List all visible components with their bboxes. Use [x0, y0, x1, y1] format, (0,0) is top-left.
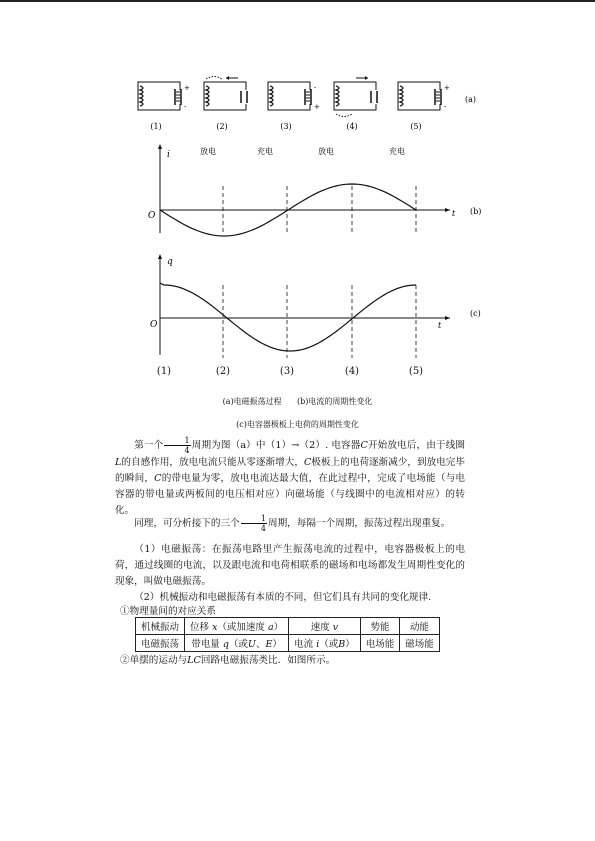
svg-text:-: - — [314, 84, 317, 92]
svg-text:+: + — [444, 84, 450, 92]
position-label-2: (2) — [215, 366, 231, 377]
phase-label-1: 放电 — [200, 147, 216, 156]
circuit-3 — [268, 82, 320, 111]
origin-label: O — [150, 320, 158, 330]
table-cell: 电场能 — [360, 635, 400, 652]
table-cell: 磁场能 — [400, 635, 440, 652]
figure-caption-line1 — [0, 396, 595, 407]
table-cell: 带电量 q（或U、E） — [185, 635, 289, 652]
circuit-label-5: (5) — [410, 122, 422, 131]
phase-label-3: 放电 — [318, 147, 334, 156]
minus-sign: - — [184, 103, 187, 111]
circuit-label-4: (4) — [346, 122, 358, 131]
table-row — [136, 635, 440, 652]
page-top-rule — [0, 0, 595, 2]
position-labels — [120, 366, 490, 384]
panel-label-c: (c) — [470, 309, 481, 318]
lc-circuit-diagrams — [120, 70, 490, 140]
q-axis-label: q — [167, 257, 173, 267]
table-cell: 势能 — [360, 618, 400, 635]
phase-label-2: 充电 — [257, 147, 273, 156]
position-label-5: (5) — [408, 366, 424, 377]
i-axis-label: i — [167, 150, 170, 160]
table-cell: 电流 i（或B） — [289, 635, 361, 652]
charge-graph — [120, 250, 490, 360]
t-axis-label: t — [438, 321, 442, 330]
figure-caption-line2: (c)电容器极板上电荷的周期性变化 — [236, 420, 359, 429]
paragraph-comparison-intro: （2）机械振动和电磁振荡有本质的不同，但它们具有共同的变化规律. — [134, 592, 432, 603]
position-label-4: (4) — [344, 366, 360, 377]
paragraph-remaining-quarters: 同理，可分析接下的三个 $\frac{1}{4}$ 周期，每隔一个周期，振荡过程出现重复。 — [134, 514, 451, 533]
panel-label-a: (a) — [465, 95, 477, 104]
table-cell: 机械振动 — [136, 618, 185, 635]
correspondence-heading: ①物理量间的对应关系 — [120, 606, 216, 617]
svg-text:-: - — [444, 103, 447, 111]
phase-label-4: 充电 — [389, 147, 405, 156]
pendulum-analogy-line: ②单摆的运动与LC回路电磁振荡类比．如图所示。 — [120, 655, 336, 666]
plus-sign: + — [184, 84, 190, 92]
caption-part-b: (b)电流的周期性变化 — [296, 397, 373, 406]
circuit-5 — [398, 82, 450, 111]
paragraph-em-oscillation-definition: （1）电磁振荡：在振荡电路里产生振荡电流的过程中，电容器极板上的电荷，通过线圈的电流，以及跟电流和电荷相联系的磁场和电场都发生周期性变化的现象，叫做电磁振荡。 — [115, 544, 465, 587]
origin-label: O — [148, 211, 156, 221]
circuit-1 — [138, 82, 190, 111]
table-cell: 速度 v — [289, 618, 361, 635]
table-cell: 位移 x（或加速度 a） — [185, 618, 289, 635]
circuit-label-3: (3) — [280, 122, 292, 131]
paragraph-first-quarter: 第一个 $\frac{1}{4}$ 周期为图（a）中（1）→（2）. 电容器C开始放电后，由于线圈L的自感作用，放电电流只能从零逐渐增大，C极板上的电荷逐渐减少，到放电完毕的瞬间，C的带电量为零，放电电流达最大值，在此过程中，完成了电场能（与电容器的带电量或两板间的电压相对应）向磁场能（与线圈中的电流相对应）的转化。 — [115, 436, 466, 516]
circuit-2 — [204, 76, 248, 110]
caption-part-a: (a)电磁振荡过程 — [222, 397, 282, 406]
current-graph — [120, 138, 490, 238]
circuit-label-1: (1) — [150, 122, 162, 131]
fraction-quarter: $\frac{1}{4}$ — [164, 436, 190, 455]
table-cell: 电磁振荡 — [136, 635, 185, 652]
fraction-quarter: $\frac{1}{4}$ — [241, 514, 267, 533]
table-cell: 动能 — [400, 618, 440, 635]
circuit-label-2: (2) — [216, 122, 228, 131]
panel-label-b: (b) — [470, 207, 482, 216]
position-label-1: (1) — [156, 366, 172, 377]
quarter-period-guides — [223, 285, 416, 358]
table-row — [136, 618, 440, 635]
t-axis-label: t — [452, 209, 456, 218]
charge-curve — [160, 283, 416, 351]
correspondence-table — [135, 617, 440, 652]
circuit-4 — [334, 76, 378, 117]
svg-text:+: + — [314, 103, 320, 111]
position-label-3: (3) — [279, 366, 295, 377]
